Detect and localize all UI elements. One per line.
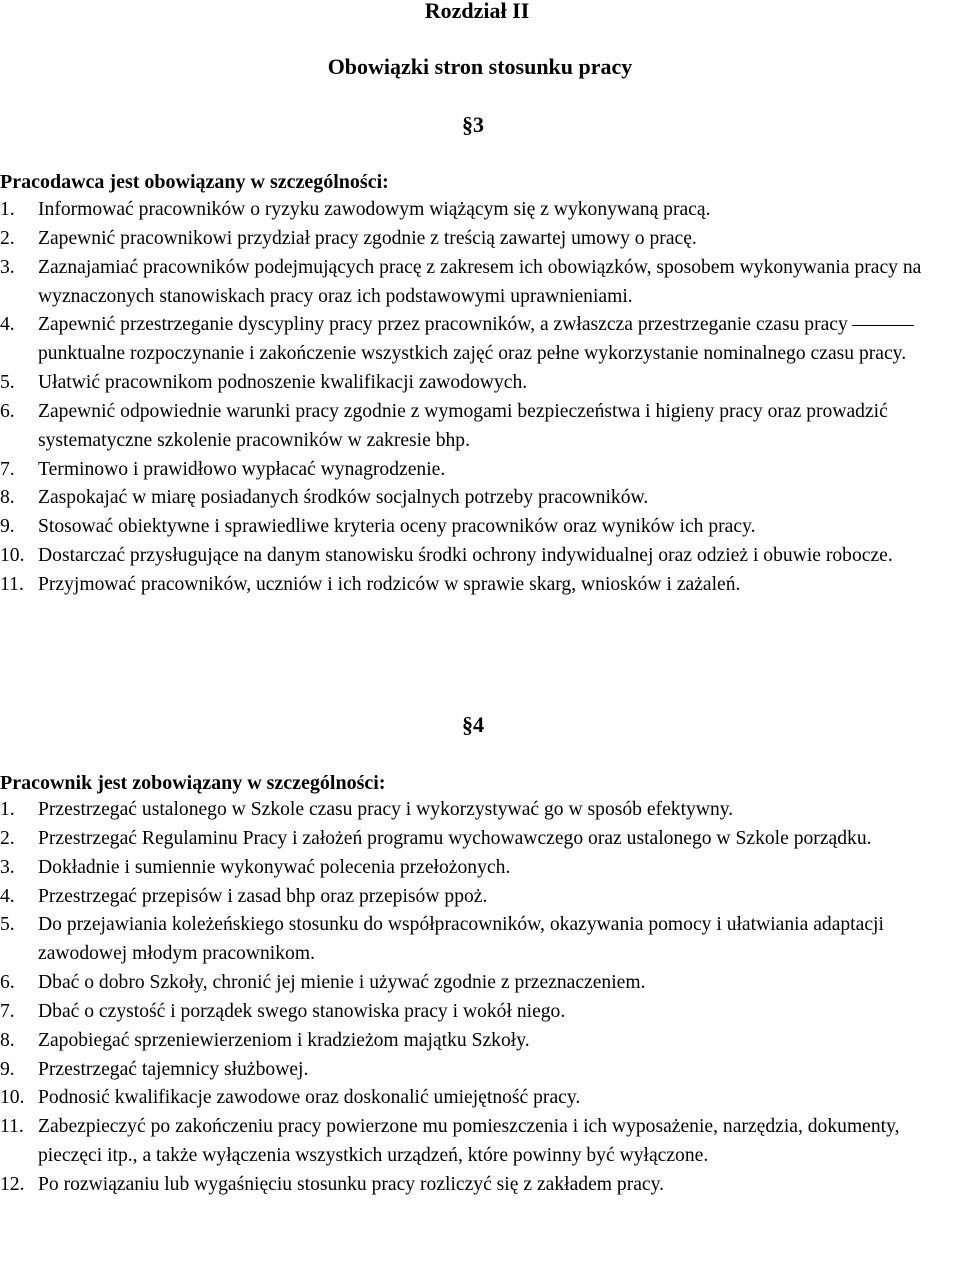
em-dash-line (852, 325, 914, 326)
item-text: Dbać o czystość i porządek swego stanowiska pracy i wokół niego. (38, 1000, 566, 1022)
list-item (0, 998, 900, 1027)
employer-duties-list (0, 196, 958, 600)
item-text: Przyjmować pracowników, uczniów i ich rodziców w sprawie skarg, wniosków i zażaleń. (38, 573, 741, 595)
section-mark-3: §3 (462, 112, 484, 137)
item-text: Do przejawiania koleżeńskiego stosunku do współpracowników, okazywania pomocy i ułatwiania adaptacji zawodowej młodym pracownikom. (38, 914, 884, 965)
section-intro-3: Pracodawca jest obowiązany w szczególności: (0, 171, 389, 193)
list-item (0, 883, 900, 912)
list-item (0, 571, 958, 600)
item-text: Informować pracowników o ryzyku zawodowym wiążącym się z wykonywaną pracą. (38, 199, 711, 220)
item-number: 10. (0, 545, 25, 567)
list-item (0, 254, 958, 312)
item-text-continued: punktualne rozpoczynanie i zakończenie wszystkich zajęć oraz pełne wykorzystanie nominalnego czasu pracy. (38, 343, 907, 365)
item-number: 7. (0, 458, 15, 480)
item-number: 11. (0, 573, 24, 595)
item-number: 4. (0, 314, 15, 336)
employee-duties-list (0, 796, 900, 1200)
item-number: 5. (0, 914, 15, 936)
item-number: 12. (0, 1173, 25, 1195)
item-number: 9. (0, 516, 15, 538)
item-text: Przestrzegać ustalonego w Szkole czasu pracy i wykorzystywać go w sposób efektywny. (38, 799, 734, 820)
item-number: 11. (0, 1116, 24, 1138)
item-number: 2. (0, 827, 15, 849)
list-item (0, 1084, 900, 1113)
item-number: 1. (0, 199, 15, 220)
list-item (0, 1113, 918, 1171)
item-text: Zapewnić pracownikowi przydział pracy zgodnie z treścią zawartej umowy o pracę. (38, 227, 697, 249)
list-item (0, 796, 900, 825)
item-text: Dostarczać przysługujące na danym stanowisku środki ochrony indywidualnej oraz odzież i obuwie robocze. (38, 545, 893, 567)
item-text: Ułatwić pracownikom podnoszenie kwalifikacji zawodowych. (38, 372, 528, 394)
item-text: Dokładnie i sumiennie wykonywać polecenia przełożonych. (38, 856, 511, 878)
item-text: Zapewnić odpowiednie warunki pracy zgodnie z wymogami bezpieczeństwa i higieny pracy oraz prowadzić systematyczne szkolenie pracowników w zakresie bhp. (38, 400, 888, 451)
list-item (0, 1027, 900, 1056)
item-number: 8. (0, 487, 15, 509)
item-number: 7. (0, 1000, 15, 1022)
item-text: Zapobiegać sprzeniewierzeniom i kradzieżom majątku Szkoły. (38, 1029, 530, 1051)
item-text: Podnosić kwalifikacje zawodowe oraz doskonalić umiejętność pracy. (38, 1087, 581, 1109)
item-text: Zapewnić przestrzeganie dyscypliny pracy przez pracowników, a zwłaszcza przestrzeganie czasu pracy (38, 314, 848, 336)
item-text: Przestrzegać Regulaminu Pracy i założeń programu wychowawczego oraz ustalonego w Szkole porządku. (38, 827, 872, 849)
item-number: 5. (0, 372, 15, 394)
list-item (0, 1056, 900, 1085)
chapter-number: Rozdział II (424, 0, 530, 23)
item-text: Terminowo i prawidłowo wypłacać wynagrodzenie. (38, 458, 446, 480)
item-number: 3. (0, 256, 15, 278)
item-number: 10. (0, 1087, 25, 1109)
list-item (0, 311, 958, 369)
list-item (0, 196, 958, 225)
list-item (0, 542, 958, 571)
list-item (0, 484, 958, 513)
item-text: Zaspokajać w miarę posiadanych środków socjalnych potrzeby pracowników. (38, 487, 649, 509)
list-item (0, 854, 900, 883)
item-text: Zaznajamiać pracowników podejmujących pracę z zakresem ich obowiązków, sposobem wykonywania pracy na wyznaczonych stanowiskach pracy oraz ich podstawowymi uprawnieniami. (38, 256, 922, 307)
chapter-title: Obowiązki stron stosunku pracy (327, 54, 633, 79)
list-item (0, 398, 958, 456)
item-text: Stosować obiektywne i sprawiedliwe kryteria oceny pracowników oraz wyników ich pracy. (38, 516, 756, 538)
item-text: Przestrzegać przepisów i zasad bhp oraz przepisów ppoż. (38, 885, 488, 907)
item-number: 2. (0, 227, 15, 249)
item-number: 3. (0, 856, 15, 878)
list-item (0, 911, 900, 969)
list-item (0, 969, 900, 998)
item-number: 6. (0, 972, 15, 994)
item-number: 1. (0, 799, 15, 820)
item-text: Zabezpieczyć po zakończeniu pracy powierzone mu pomieszczenia i ich wyposażenie, narzędzia, dokumenty, pieczęci itp., a także wyłączenia wszystkich urządzeń, które powinny być wyłączone. (38, 1116, 900, 1167)
item-text: Dbać o dobro Szkoły, chronić jej mienie i używać zgodnie z przeznaczeniem. (38, 972, 646, 994)
list-item (0, 513, 958, 542)
item-number: 4. (0, 885, 15, 907)
section-mark-4: §4 (462, 712, 484, 737)
item-number: 6. (0, 400, 15, 422)
item-number: 9. (0, 1058, 15, 1080)
item-number: 8. (0, 1029, 15, 1051)
list-item (0, 1171, 900, 1200)
list-item (0, 825, 900, 854)
list-item (0, 225, 958, 254)
item-text: Po rozwiązaniu lub wygaśnięciu stosunku pracy rozliczyć się z zakładem pracy. (38, 1173, 665, 1195)
list-item (0, 456, 958, 485)
item-text: Przestrzegać tajemnicy służbowej. (38, 1058, 309, 1080)
section-intro-4: Pracownik jest zobowiązany w szczególności: (0, 772, 386, 794)
list-item (0, 369, 958, 398)
